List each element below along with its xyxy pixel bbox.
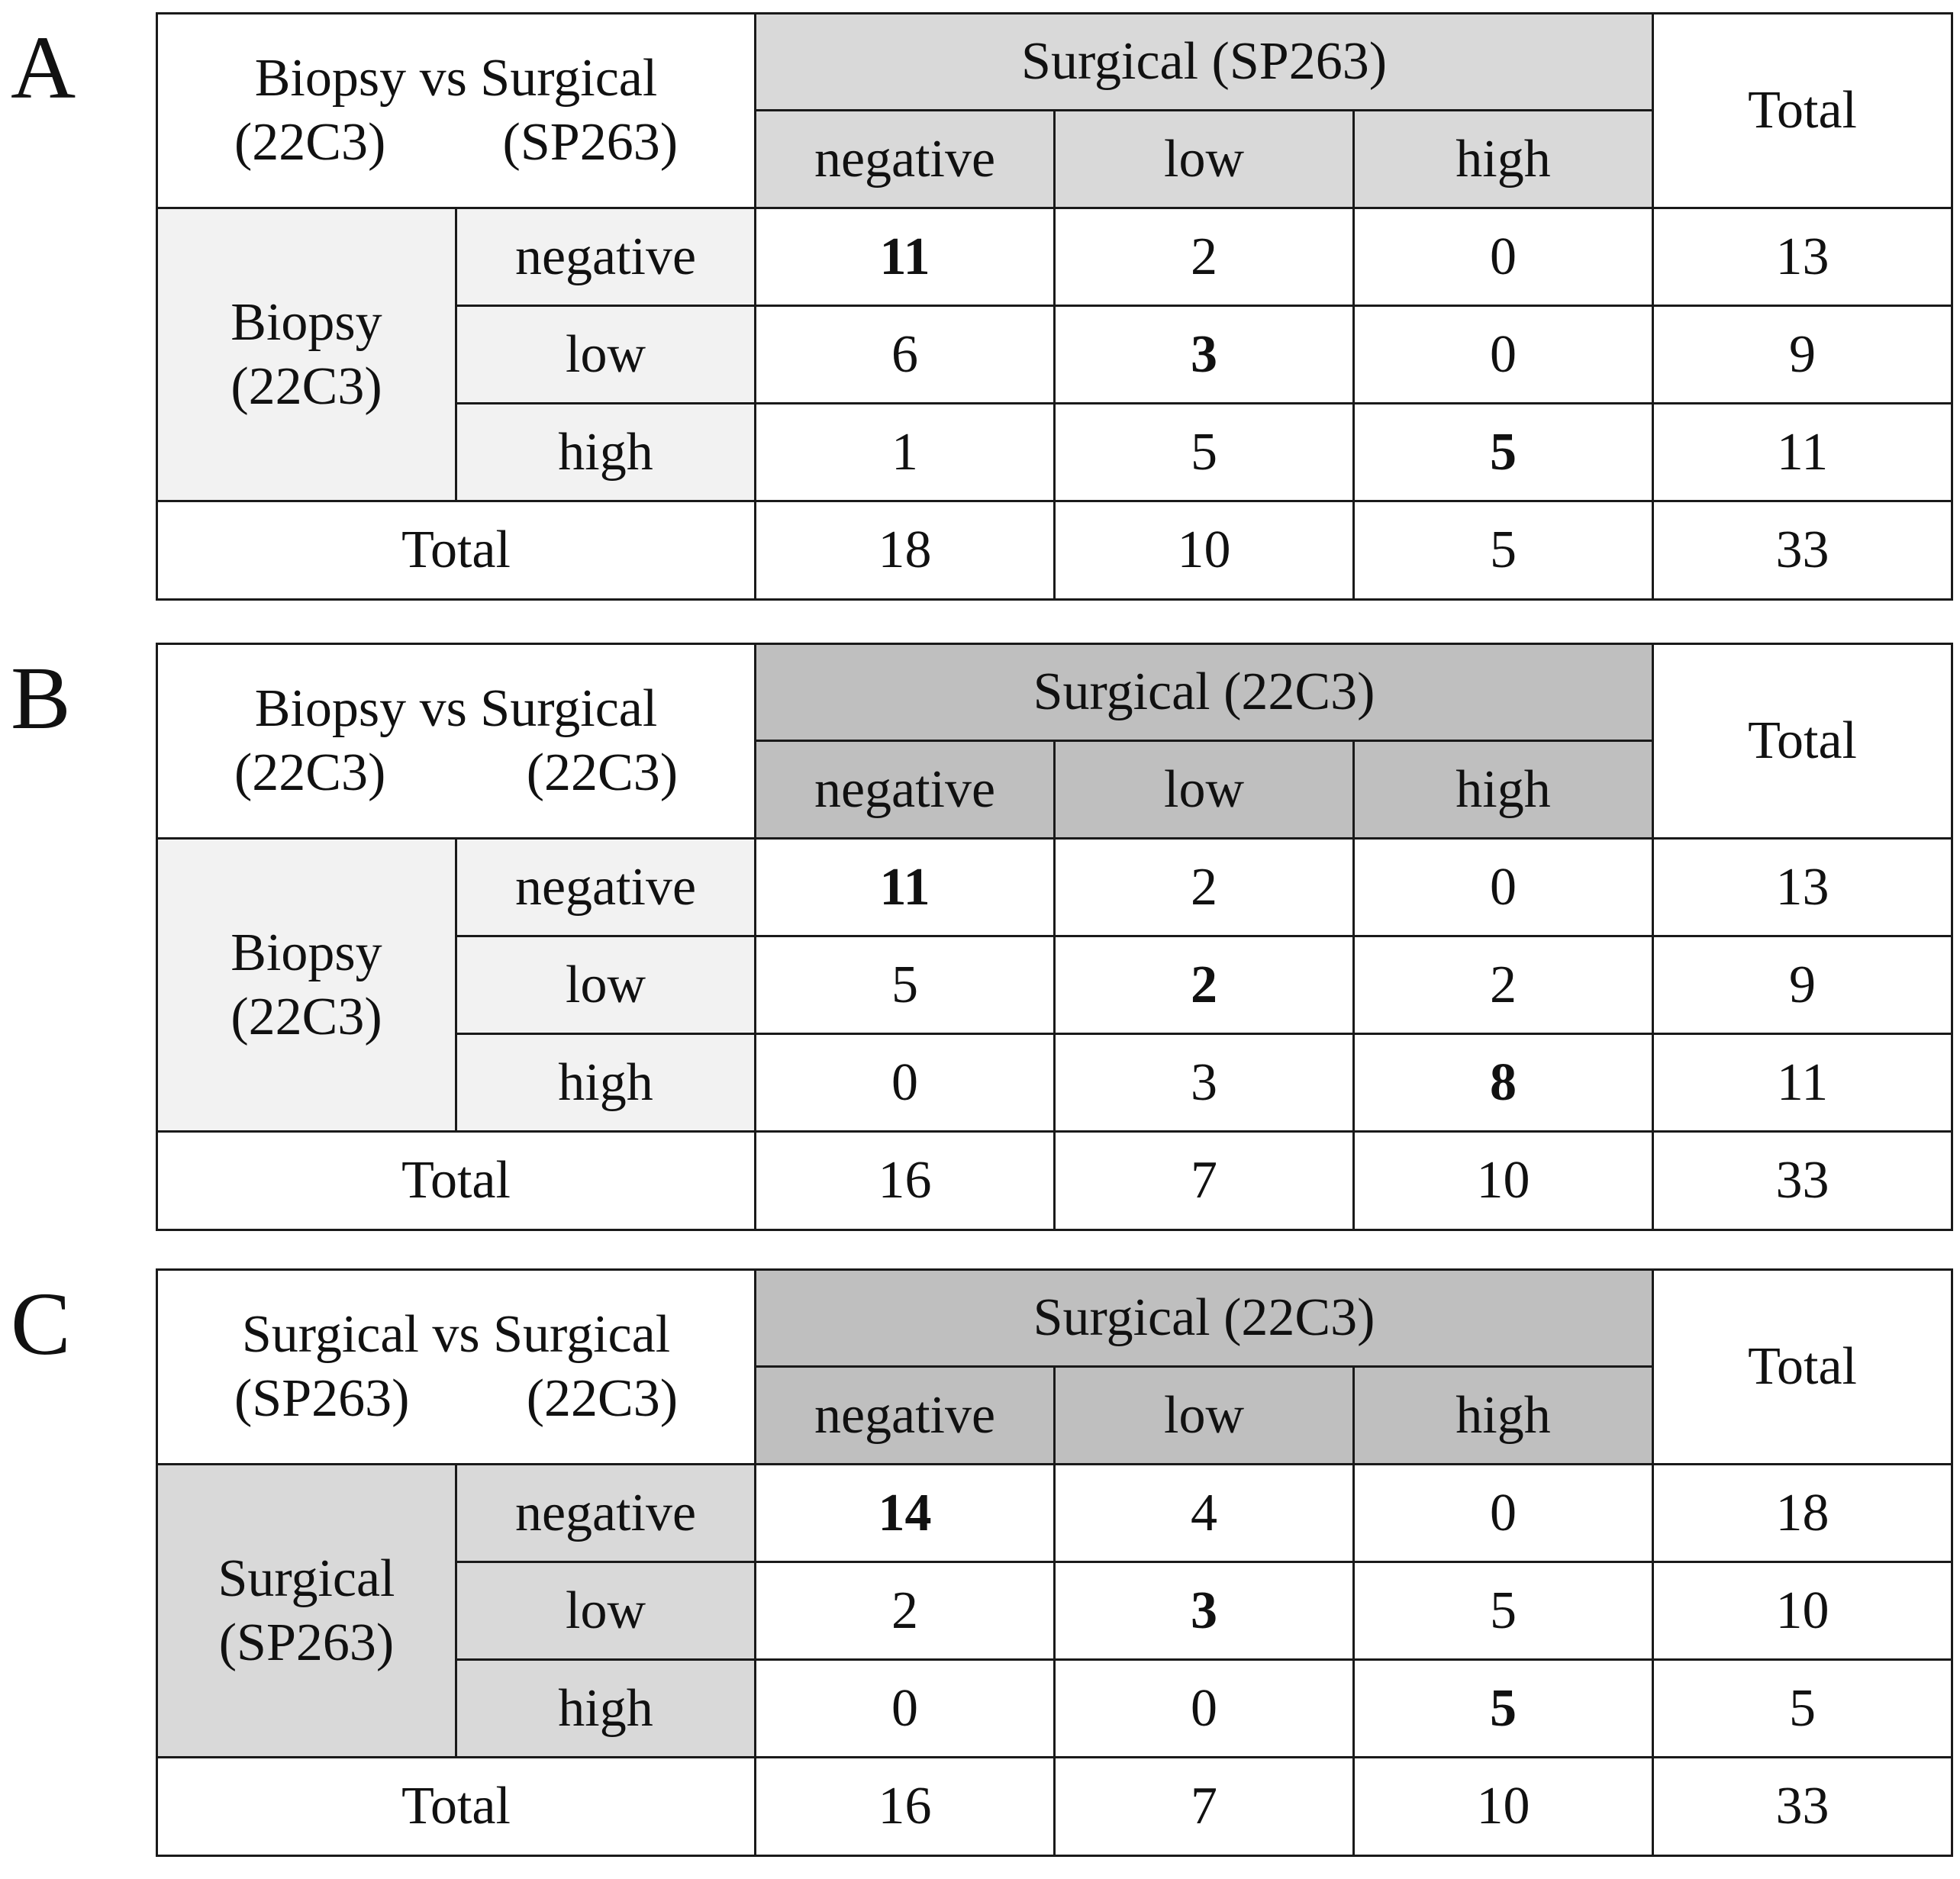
grand-total-cell: 33 xyxy=(1653,1758,1952,1856)
corner-methods xyxy=(158,741,754,805)
row-group-header xyxy=(157,1465,456,1758)
corner-right-method: (22C3) xyxy=(526,1369,679,1428)
row-total-cell: 10 xyxy=(1653,1562,1952,1660)
grand-total-cell: 33 xyxy=(1653,1132,1952,1230)
column-total-cell: 5 xyxy=(1354,501,1653,600)
row-group-header xyxy=(157,208,456,501)
column-total-cell: 7 xyxy=(1055,1758,1354,1856)
table-row xyxy=(157,208,1952,306)
column-group-header: Surgical (SP263) xyxy=(756,14,1653,111)
count-cell: 2 xyxy=(1055,839,1354,936)
panel-letter: A xyxy=(11,18,76,118)
row-group-method: (22C3) xyxy=(230,987,382,1046)
corner-title: Biopsy vs Surgical xyxy=(254,679,658,738)
corner-header xyxy=(157,14,756,208)
totals-row xyxy=(157,1132,1952,1230)
row-header-high: high xyxy=(456,1660,756,1758)
count-cell: 5 xyxy=(1354,404,1653,501)
count-cell: 0 xyxy=(1354,208,1653,306)
grand-total-cell: 33 xyxy=(1653,501,1952,600)
panel-c xyxy=(0,1256,1960,1859)
header-row xyxy=(157,14,1952,111)
corner-header xyxy=(157,644,756,839)
row-total-cell: 9 xyxy=(1653,936,1952,1034)
corner-title: Biopsy vs Surgical xyxy=(254,49,658,108)
count-cell: 3 xyxy=(1055,306,1354,404)
count-cell: 14 xyxy=(756,1465,1055,1562)
row-group-title: Surgical xyxy=(218,1549,395,1608)
column-header-low: low xyxy=(1055,741,1354,839)
corner-right-method: (SP263) xyxy=(502,113,679,172)
total-row-label: Total xyxy=(157,1758,756,1856)
corner-header xyxy=(157,1270,756,1465)
header-row xyxy=(157,1270,1952,1367)
totals-row xyxy=(157,1758,1952,1856)
row-total-cell: 11 xyxy=(1653,404,1952,501)
column-group-header: Surgical (22C3) xyxy=(756,644,1653,741)
count-cell: 0 xyxy=(756,1034,1055,1132)
column-total-cell: 16 xyxy=(756,1758,1055,1856)
count-cell: 11 xyxy=(756,208,1055,306)
column-total-cell: 7 xyxy=(1055,1132,1354,1230)
row-header-negative: negative xyxy=(456,1465,756,1562)
total-column-header: Total xyxy=(1653,644,1952,839)
column-total-cell: 16 xyxy=(756,1132,1055,1230)
count-cell: 2 xyxy=(1055,208,1354,306)
table-row xyxy=(157,839,1952,936)
total-row-label: Total xyxy=(157,1132,756,1230)
count-cell: 2 xyxy=(756,1562,1055,1660)
corner-left-method: (SP263) xyxy=(234,1369,410,1428)
row-group-header xyxy=(157,839,456,1132)
count-cell: 2 xyxy=(1055,936,1354,1034)
row-total-cell: 13 xyxy=(1653,839,1952,936)
count-cell: 0 xyxy=(1055,1660,1354,1758)
table-row xyxy=(157,1465,1952,1562)
row-header-negative: negative xyxy=(456,208,756,306)
count-cell: 1 xyxy=(756,404,1055,501)
column-header-negative: negative xyxy=(756,1367,1055,1465)
contingency-table xyxy=(156,12,1953,601)
column-total-cell: 10 xyxy=(1055,501,1354,600)
column-total-cell: 18 xyxy=(756,501,1055,600)
row-header-high: high xyxy=(456,404,756,501)
total-column-header: Total xyxy=(1653,14,1952,208)
row-header-low: low xyxy=(456,1562,756,1660)
row-group-method: (SP263) xyxy=(218,1613,395,1672)
row-group-title: Biopsy xyxy=(230,292,382,352)
row-header-high: high xyxy=(456,1034,756,1132)
column-header-high: high xyxy=(1354,1367,1653,1465)
corner-methods xyxy=(158,1367,754,1431)
count-cell: 8 xyxy=(1354,1034,1653,1132)
count-cell: 0 xyxy=(1354,306,1653,404)
contingency-table xyxy=(156,643,1953,1231)
column-header-negative: negative xyxy=(756,741,1055,839)
panel-b xyxy=(0,630,1960,1233)
row-header-low: low xyxy=(456,306,756,404)
row-total-cell: 9 xyxy=(1653,306,1952,404)
row-group-title: Biopsy xyxy=(230,923,382,982)
count-cell: 4 xyxy=(1055,1465,1354,1562)
count-cell: 5 xyxy=(756,936,1055,1034)
column-total-cell: 10 xyxy=(1354,1758,1653,1856)
row-header-low: low xyxy=(456,936,756,1034)
total-column-header: Total xyxy=(1653,1270,1952,1465)
column-total-cell: 10 xyxy=(1354,1132,1653,1230)
header-row xyxy=(157,644,1952,741)
count-cell: 2 xyxy=(1354,936,1653,1034)
panel-a xyxy=(0,0,1960,603)
row-header-negative: negative xyxy=(456,839,756,936)
row-group-method: (22C3) xyxy=(230,356,382,416)
row-total-cell: 11 xyxy=(1653,1034,1952,1132)
count-cell: 0 xyxy=(1354,1465,1653,1562)
panel-letter: B xyxy=(11,648,71,748)
corner-methods xyxy=(158,111,754,175)
count-cell: 5 xyxy=(1354,1562,1653,1660)
count-cell: 11 xyxy=(756,839,1055,936)
count-cell: 0 xyxy=(1354,839,1653,936)
corner-left-method: (22C3) xyxy=(234,743,386,802)
count-cell: 6 xyxy=(756,306,1055,404)
corner-right-method: (22C3) xyxy=(526,743,679,802)
column-header-low: low xyxy=(1055,111,1354,208)
row-total-cell: 5 xyxy=(1653,1660,1952,1758)
column-header-low: low xyxy=(1055,1367,1354,1465)
row-total-cell: 18 xyxy=(1653,1465,1952,1562)
column-group-header: Surgical (22C3) xyxy=(756,1270,1653,1367)
panel-letter: C xyxy=(11,1274,71,1374)
count-cell: 0 xyxy=(756,1660,1055,1758)
count-cell: 3 xyxy=(1055,1562,1354,1660)
column-header-high: high xyxy=(1354,111,1653,208)
column-header-high: high xyxy=(1354,741,1653,839)
count-cell: 5 xyxy=(1354,1660,1653,1758)
count-cell: 5 xyxy=(1055,404,1354,501)
corner-title: Surgical vs Surgical xyxy=(241,1305,671,1364)
column-header-negative: negative xyxy=(756,111,1055,208)
totals-row xyxy=(157,501,1952,600)
count-cell: 3 xyxy=(1055,1034,1354,1132)
contingency-table xyxy=(156,1268,1953,1857)
total-row-label: Total xyxy=(157,501,756,600)
corner-left-method: (22C3) xyxy=(234,113,386,172)
row-total-cell: 13 xyxy=(1653,208,1952,306)
